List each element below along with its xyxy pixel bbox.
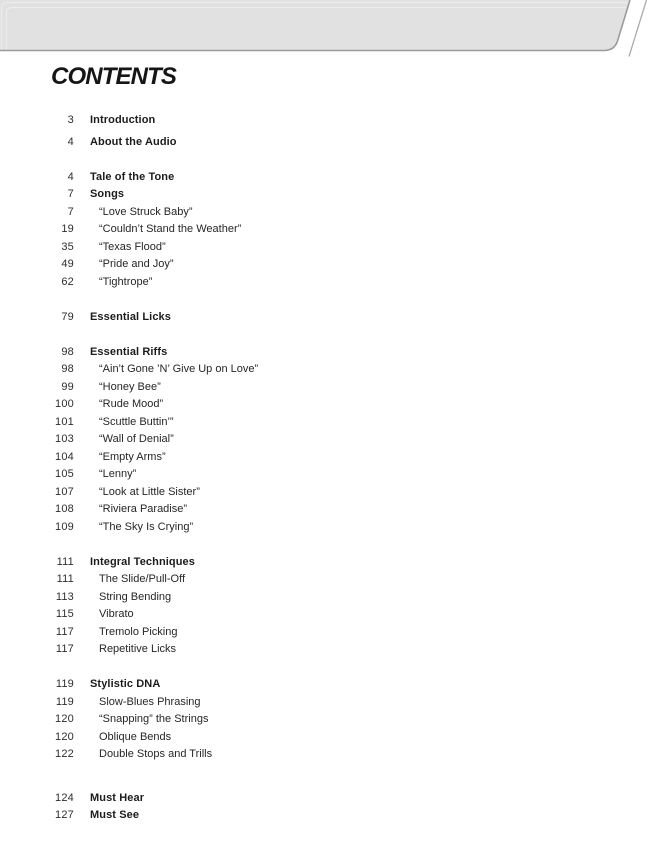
- toc-row: [40, 204, 600, 222]
- toc-entry-title: “Lenny”: [99, 468, 137, 480]
- toc-row: [40, 571, 600, 589]
- toc-entry-title: “Pride and Joy”: [99, 258, 174, 270]
- toc-page-number: 120: [55, 713, 74, 725]
- toc-page-number: 49: [61, 258, 74, 270]
- toc-entry-title: String Bending: [99, 590, 172, 603]
- toc-row: [40, 554, 600, 572]
- toc-entry-title: “Snapping” the Strings: [99, 713, 209, 725]
- toc-page-number: 127: [55, 809, 74, 821]
- toc-page-number: 35: [61, 240, 74, 253]
- toc-page-number: 4: [67, 135, 74, 148]
- toc-entry-title: “The Sky Is Crying”: [99, 520, 194, 533]
- toc-page-number: 4: [67, 170, 74, 183]
- toc-row: [40, 112, 600, 130]
- toc-page-number: 79: [61, 310, 74, 323]
- toc-entry-title: Slow-Blues Phrasing: [99, 695, 201, 708]
- toc-page-number: 3: [67, 114, 74, 126]
- toc-section: [40, 344, 600, 537]
- toc-page-number: 101: [55, 415, 74, 428]
- page-header-band: [0, 0, 648, 60]
- toc-entry-title: Double Stops and Trills: [99, 748, 213, 760]
- toc-row: [40, 466, 600, 484]
- toc-row: [40, 676, 600, 694]
- toc-row: [40, 239, 600, 257]
- page-title: CONTENTS: [51, 63, 177, 90]
- toc-section: [40, 134, 600, 152]
- toc-row: [40, 589, 600, 607]
- toc-row: [40, 624, 600, 642]
- toc-entry-title: “Empty Arms”: [99, 450, 166, 463]
- toc-page-number: 104: [55, 450, 74, 463]
- toc-row: [40, 606, 600, 624]
- toc-entry-title: “Wall of Denial”: [99, 433, 174, 445]
- toc-page-number: 98: [61, 345, 74, 358]
- toc-page-number: 117: [55, 643, 74, 655]
- toc-section-title: Integral Techniques: [90, 555, 195, 568]
- toc-page-number: 117: [55, 625, 74, 638]
- toc-page-number: 19: [61, 223, 74, 235]
- toc-entry-title: “Honey Bee”: [99, 380, 161, 393]
- toc-section-title: About the Audio: [90, 135, 177, 148]
- toc-row: [40, 790, 600, 808]
- toc-section-title: Essential Riffs: [90, 345, 168, 358]
- toc-page-number: 120: [55, 730, 74, 743]
- toc-entry-title: “Rude Mood”: [99, 398, 164, 410]
- toc-row: [40, 169, 600, 187]
- toc-entry-title: Tremolo Picking: [99, 625, 178, 638]
- toc-page-number: 98: [61, 363, 74, 375]
- toc-section-title: Essential Licks: [90, 310, 171, 323]
- toc-section-title: Tale of the Tone: [90, 170, 175, 183]
- toc-row: [40, 519, 600, 537]
- toc-row: [40, 379, 600, 397]
- toc-section-title: Introduction: [90, 114, 156, 126]
- toc-section-title: Songs: [90, 188, 125, 200]
- toc-section-title: Stylistic DNA: [90, 678, 161, 690]
- toc-row: [40, 501, 600, 519]
- toc-row: [40, 431, 600, 449]
- toc-section: [40, 309, 600, 327]
- toc-page-number: 108: [55, 503, 74, 515]
- toc-entry-title: “Love Struck Baby”: [99, 205, 193, 218]
- toc-entry-title: Oblique Bends: [99, 730, 172, 743]
- toc-page-number: 99: [61, 380, 74, 393]
- toc-page-number: 7: [67, 188, 74, 200]
- toc-section: [40, 112, 600, 130]
- toc-row: [40, 256, 600, 274]
- toc-page-number: 113: [55, 590, 74, 603]
- toc-entry-title: Repetitive Licks: [99, 643, 177, 655]
- toc-row: [40, 134, 600, 152]
- toc-page-number: 109: [55, 520, 74, 533]
- toc-page-number: 107: [55, 485, 74, 498]
- toc-entry-title: The Slide/Pull-Off: [99, 573, 186, 585]
- toc-page-number: 122: [55, 748, 74, 760]
- toc-row: [40, 186, 600, 204]
- toc-row: [40, 746, 600, 764]
- toc-page-number: 103: [55, 433, 74, 445]
- toc-entry-title: “Look at Little Sister”: [99, 485, 200, 498]
- toc-entry-title: “Scuttle Buttin’”: [99, 415, 174, 428]
- toc-row: [40, 221, 600, 239]
- toc-entry-title: “Couldn’t Stand the Weather”: [99, 223, 242, 235]
- toc-page-number: 7: [67, 205, 74, 218]
- toc-row: [40, 807, 600, 825]
- toc-page-number: 100: [55, 398, 74, 410]
- table-of-contents: [40, 112, 600, 825]
- toc-section: [40, 676, 600, 764]
- toc-entry-title: “Texas Flood”: [99, 240, 166, 253]
- toc-section-title: Must Hear: [90, 791, 145, 804]
- toc-row: [40, 274, 600, 292]
- toc-row: [40, 694, 600, 712]
- toc-page-number: 105: [55, 468, 74, 480]
- toc-page-number: 111: [56, 555, 74, 568]
- toc-entry-title: “Tightrope”: [99, 275, 153, 288]
- toc-page-number: 119: [55, 678, 74, 690]
- toc-page-number: 111: [56, 573, 74, 585]
- toc-section: [40, 169, 600, 292]
- toc-row: [40, 484, 600, 502]
- toc-entry-title: Vibrato: [99, 608, 134, 620]
- band-outer-diagonal-line: [629, 0, 647, 57]
- toc-page-number: 62: [61, 275, 74, 288]
- toc-row: [40, 641, 600, 659]
- toc-row: [40, 361, 600, 379]
- toc-entry-title: “Ain’t Gone ’N’ Give Up on Love”: [99, 363, 259, 375]
- toc-row: [40, 344, 600, 362]
- toc-page-number: 119: [55, 695, 74, 708]
- toc-row: [40, 309, 600, 327]
- toc-section: [40, 554, 600, 659]
- toc-page-number: 124: [55, 791, 74, 804]
- toc-entry-title: “Riviera Paradise”: [99, 503, 188, 515]
- toc-row: [40, 729, 600, 747]
- toc-row: [40, 396, 600, 414]
- toc-row: [40, 414, 600, 432]
- toc-row: [40, 449, 600, 467]
- toc-row: [40, 711, 600, 729]
- toc-section-title: Must See: [90, 809, 140, 821]
- toc-page-number: 115: [55, 608, 74, 620]
- toc-section: [40, 790, 600, 825]
